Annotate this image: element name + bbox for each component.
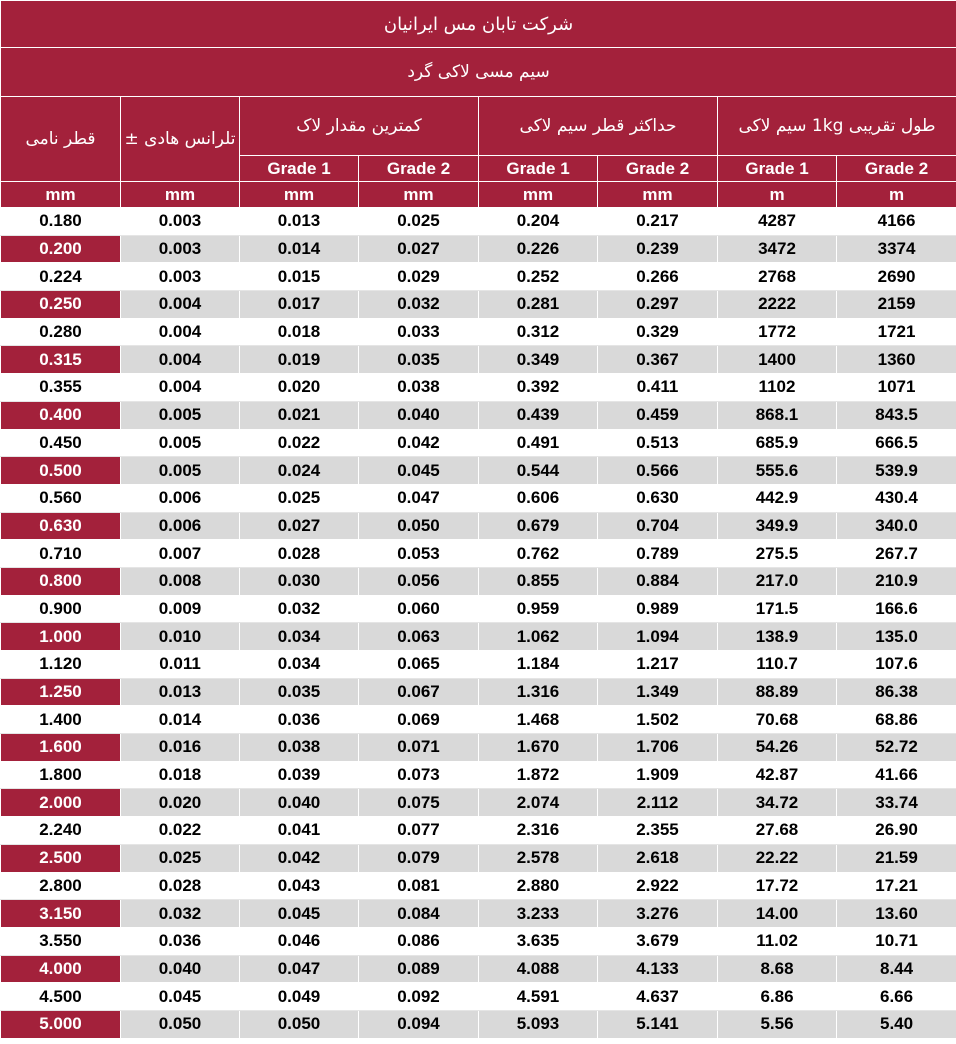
table-row [1,208,956,236]
nominal-diameter-cell: 0.500 [1,457,121,485]
table-cell: 86.38 [837,678,956,706]
table-cell: 0.004 [121,346,240,374]
table-cell: 0.016 [121,734,240,762]
table-cell: 0.036 [240,706,359,734]
table-cell: 3.679 [598,927,718,955]
table-row [1,623,956,651]
table-cell: 21.59 [837,844,956,872]
table-cell: 0.047 [240,955,359,983]
table-cell: 0.217 [598,208,718,236]
table-cell: 22.22 [718,844,837,872]
unit-cell: mm [240,182,359,208]
table-cell: 1.670 [479,734,598,762]
table-cell: 0.226 [479,235,598,263]
nominal-diameter-cell: 0.250 [1,291,121,319]
table-row [1,457,956,485]
nominal-diameter-cell: 0.280 [1,318,121,346]
table-cell: 0.033 [359,318,479,346]
table-row [1,346,956,374]
table-cell: 10.71 [837,927,956,955]
table-cell: 0.015 [240,263,359,291]
table-cell: 13.60 [837,900,956,928]
nominal-diameter-cell: 3.550 [1,927,121,955]
table-cell: 0.043 [240,872,359,900]
header-nominal-diameter: قطر نامی [1,97,121,182]
company-title: شرکت تابان مس ایرانیان [1,1,956,48]
table-cell: 0.005 [121,457,240,485]
table-cell: 0.606 [479,484,598,512]
table-cell: 2.316 [479,817,598,845]
unit-cell: mm [598,182,718,208]
table-cell: 27.68 [718,817,837,845]
table-cell: 0.063 [359,623,479,651]
nominal-diameter-cell: 1.000 [1,623,121,651]
table-cell: 0.025 [240,484,359,512]
table-cell: 0.084 [359,900,479,928]
table-cell: 0.252 [479,263,598,291]
table-cell: 210.9 [837,567,956,595]
table-cell: 0.094 [359,1010,479,1038]
table-cell: 0.040 [121,955,240,983]
table-cell: 0.038 [240,734,359,762]
table-cell: 135.0 [837,623,956,651]
table-cell: 5.093 [479,1010,598,1038]
table-cell: 2.880 [479,872,598,900]
table-row [1,706,956,734]
table-cell: 0.704 [598,512,718,540]
table-cell: 2.618 [598,844,718,872]
table-cell: 2690 [837,263,956,291]
table-cell: 1.502 [598,706,718,734]
table-row [1,235,956,263]
table-cell: 0.239 [598,235,718,263]
table-cell: 33.74 [837,789,956,817]
nominal-diameter-cell: 0.900 [1,595,121,623]
table-cell: 1.349 [598,678,718,706]
nominal-diameter-cell: 0.560 [1,484,121,512]
table-cell: 3.635 [479,927,598,955]
table-row [1,595,956,623]
table-cell: 0.089 [359,955,479,983]
table-cell: 0.079 [359,844,479,872]
table-cell: 0.367 [598,346,718,374]
nominal-diameter-cell: 1.120 [1,651,121,679]
table-cell: 0.053 [359,540,479,568]
table-cell: 0.019 [240,346,359,374]
table-cell: 0.069 [359,706,479,734]
table-row [1,540,956,568]
table-cell: 0.024 [240,457,359,485]
table-cell: 0.204 [479,208,598,236]
table-cell: 666.5 [837,429,956,457]
table-cell: 0.014 [121,706,240,734]
header-grade-2: Grade 2 [837,156,956,182]
table-cell: 0.049 [240,983,359,1011]
table-cell: 0.266 [598,263,718,291]
table-cell: 0.003 [121,235,240,263]
table-cell: 2.355 [598,817,718,845]
table-cell: 0.032 [240,595,359,623]
table-cell: 2.922 [598,872,718,900]
table-cell: 54.26 [718,734,837,762]
table-cell: 0.007 [121,540,240,568]
table-body [1,208,956,1039]
table-cell: 0.020 [240,374,359,402]
table-cell: 0.042 [240,844,359,872]
header-grade-2: Grade 2 [359,156,479,182]
table-cell: 1.062 [479,623,598,651]
nominal-diameter-cell: 0.200 [1,235,121,263]
table-cell: 0.544 [479,457,598,485]
table-cell: 0.005 [121,401,240,429]
table-row [1,844,956,872]
table-cell: 442.9 [718,484,837,512]
table-cell: 0.679 [479,512,598,540]
table-cell: 0.297 [598,291,718,319]
table-cell: 0.020 [121,789,240,817]
unit-cell: mm [1,182,121,208]
table-cell: 4.591 [479,983,598,1011]
table-cell: 11.02 [718,927,837,955]
nominal-diameter-cell: 0.800 [1,567,121,595]
table-cell: 0.411 [598,374,718,402]
table-cell: 34.72 [718,789,837,817]
header-grade-2: Grade 2 [598,156,718,182]
table-cell: 0.491 [479,429,598,457]
table-cell: 4.088 [479,955,598,983]
table-cell: 0.018 [121,761,240,789]
table-cell: 1.706 [598,734,718,762]
table-cell: 2.112 [598,789,718,817]
table-cell: 0.027 [359,235,479,263]
table-row [1,734,956,762]
table-cell: 2.578 [479,844,598,872]
table-row [1,651,956,679]
table-cell: 0.071 [359,734,479,762]
table-cell: 0.884 [598,567,718,595]
table-cell: 4.133 [598,955,718,983]
table-cell: 5.40 [837,1010,956,1038]
table-cell: 0.566 [598,457,718,485]
table-cell: 171.5 [718,595,837,623]
table-cell: 0.022 [121,817,240,845]
table-row [1,678,956,706]
table-row [1,789,956,817]
nominal-diameter-cell: 4.000 [1,955,121,983]
nominal-diameter-cell: 0.710 [1,540,121,568]
table-cell: 1.872 [479,761,598,789]
table-row [1,263,956,291]
table-cell: 0.009 [121,595,240,623]
table-cell: 26.90 [837,817,956,845]
table-cell: 0.630 [598,484,718,512]
table-cell: 17.21 [837,872,956,900]
table-cell: 0.030 [240,567,359,595]
unit-cell: mm [121,182,240,208]
unit-cell: mm [359,182,479,208]
table-cell: 1.184 [479,651,598,679]
table-cell: 166.6 [837,595,956,623]
table-row [1,761,956,789]
table-cell: 0.050 [359,512,479,540]
table-cell: 0.039 [240,761,359,789]
table-cell: 0.762 [479,540,598,568]
table-cell: 0.040 [240,789,359,817]
table-cell: 0.092 [359,983,479,1011]
unit-cell: m [837,182,956,208]
nominal-diameter-cell: 1.800 [1,761,121,789]
table-cell: 70.68 [718,706,837,734]
table-row [1,429,956,457]
nominal-diameter-cell: 0.450 [1,429,121,457]
table-cell: 0.312 [479,318,598,346]
table-cell: 539.9 [837,457,956,485]
table-cell: 0.028 [121,872,240,900]
table-cell: 0.021 [240,401,359,429]
table-cell: 0.003 [121,263,240,291]
nominal-diameter-cell: 0.400 [1,401,121,429]
table-cell: 0.349 [479,346,598,374]
table-cell: 0.046 [240,927,359,955]
table-cell: 0.075 [359,789,479,817]
table-cell: 0.459 [598,401,718,429]
nominal-diameter-cell: 0.355 [1,374,121,402]
nominal-diameter-cell: 0.630 [1,512,121,540]
table-cell: 3.276 [598,900,718,928]
table-cell: 1400 [718,346,837,374]
nominal-diameter-cell: 2.500 [1,844,121,872]
table-cell: 0.036 [121,927,240,955]
table-cell: 0.077 [359,817,479,845]
table-row [1,484,956,512]
table-row [1,817,956,845]
table-cell: 88.89 [718,678,837,706]
table-cell: 555.6 [718,457,837,485]
table-cell: 6.66 [837,983,956,1011]
table-cell: 0.789 [598,540,718,568]
table-cell: 0.041 [240,817,359,845]
header-grade-1: Grade 1 [718,156,837,182]
table-cell: 0.032 [359,291,479,319]
nominal-diameter-cell: 2.000 [1,789,121,817]
table-cell: 1.217 [598,651,718,679]
table-row [1,291,956,319]
nominal-diameter-cell: 0.224 [1,263,121,291]
table-row [1,983,956,1011]
table-cell: 14.00 [718,900,837,928]
table-cell: 0.017 [240,291,359,319]
table-cell: 0.035 [359,346,479,374]
table-cell: 4.637 [598,983,718,1011]
table-cell: 0.013 [121,678,240,706]
table-cell: 0.056 [359,567,479,595]
table-cell: 2159 [837,291,956,319]
table-cell: 430.4 [837,484,956,512]
table-cell: 0.038 [359,374,479,402]
header-max-diameter: حداکثر قطر سیم لاکی [479,97,718,156]
table-cell: 0.439 [479,401,598,429]
table-cell: 868.1 [718,401,837,429]
nominal-diameter-cell: 4.500 [1,983,121,1011]
table-cell: 0.025 [121,844,240,872]
table-cell: 0.513 [598,429,718,457]
table-cell: 68.86 [837,706,956,734]
table-cell: 0.011 [121,651,240,679]
table-cell: 2.074 [479,789,598,817]
table-cell: 0.004 [121,318,240,346]
table-cell: 1.316 [479,678,598,706]
table-cell: 8.68 [718,955,837,983]
table-cell: 110.7 [718,651,837,679]
table-cell: 0.067 [359,678,479,706]
nominal-diameter-cell: 5.000 [1,1010,121,1038]
table-row [1,872,956,900]
table-cell: 3.233 [479,900,598,928]
table-cell: 0.010 [121,623,240,651]
table-cell: 275.5 [718,540,837,568]
table-cell: 1.094 [598,623,718,651]
table-row [1,927,956,955]
table-cell: 0.006 [121,512,240,540]
table-cell: 0.040 [359,401,479,429]
table-cell: 0.392 [479,374,598,402]
table-cell: 1.468 [479,706,598,734]
header-grade-1: Grade 1 [479,156,598,182]
table-cell: 0.042 [359,429,479,457]
table-cell: 52.72 [837,734,956,762]
table-row [1,900,956,928]
table-cell: 0.005 [121,429,240,457]
table-cell: 0.004 [121,291,240,319]
table-cell: 0.022 [240,429,359,457]
table-cell: 0.045 [359,457,479,485]
nominal-diameter-cell: 1.250 [1,678,121,706]
table-cell: 0.034 [240,651,359,679]
table-cell: 6.86 [718,983,837,1011]
table-cell: 0.006 [121,484,240,512]
unit-cell: mm [479,182,598,208]
table-cell: 1071 [837,374,956,402]
nominal-diameter-cell: 2.240 [1,817,121,845]
nominal-diameter-cell: 0.180 [1,208,121,236]
table-cell: 3374 [837,235,956,263]
table-cell: 1360 [837,346,956,374]
table-cell: 42.87 [718,761,837,789]
table-cell: 1772 [718,318,837,346]
table-cell: 0.959 [479,595,598,623]
table-cell: 0.329 [598,318,718,346]
table-cell: 2222 [718,291,837,319]
table-cell: 0.065 [359,651,479,679]
table-cell: 0.025 [359,208,479,236]
table-cell: 0.086 [359,927,479,955]
table-row [1,567,956,595]
table-cell: 685.9 [718,429,837,457]
table-cell: 8.44 [837,955,956,983]
table-cell: 0.029 [359,263,479,291]
nominal-diameter-cell: 1.400 [1,706,121,734]
nominal-diameter-cell: 3.150 [1,900,121,928]
table-cell: 1.909 [598,761,718,789]
table-row [1,1010,956,1038]
table-cell: 107.6 [837,651,956,679]
table-cell: 0.989 [598,595,718,623]
table-cell: 0.060 [359,595,479,623]
table-cell: 0.081 [359,872,479,900]
table-cell: 0.003 [121,208,240,236]
table-cell: 0.045 [240,900,359,928]
table-cell: 0.050 [240,1010,359,1038]
table-cell: 5.141 [598,1010,718,1038]
table-row [1,318,956,346]
table-cell: 267.7 [837,540,956,568]
nominal-diameter-cell: 1.600 [1,734,121,762]
table-cell: 2768 [718,263,837,291]
table-cell: 3472 [718,235,837,263]
table-cell: 1721 [837,318,956,346]
table-cell: 0.035 [240,678,359,706]
table-cell: 217.0 [718,567,837,595]
table-cell: 0.027 [240,512,359,540]
table-cell: 1102 [718,374,837,402]
table-cell: 41.66 [837,761,956,789]
table-cell: 340.0 [837,512,956,540]
table-cell: 0.855 [479,567,598,595]
header-min-lacquer: کمترین مقدار لاک [240,97,479,156]
table-cell: 4166 [837,208,956,236]
table-row [1,374,956,402]
table-cell: 4287 [718,208,837,236]
header-conductor-tolerance: تلرانس هادی ± [121,97,240,182]
table-cell: 0.050 [121,1010,240,1038]
table-cell: 349.9 [718,512,837,540]
table-row [1,401,956,429]
nominal-diameter-cell: 0.315 [1,346,121,374]
header-approx-length: طول تقریبی 1kg سیم لاکی [718,97,956,156]
table-row [1,512,956,540]
unit-cell: m [718,182,837,208]
table-cell: 138.9 [718,623,837,651]
table-cell: 0.045 [121,983,240,1011]
table-cell: 0.281 [479,291,598,319]
table-cell: 0.008 [121,567,240,595]
product-subtitle: سیم مسی لاکی گرد [1,48,956,97]
table-cell: 0.028 [240,540,359,568]
table-cell: 0.034 [240,623,359,651]
table-cell: 843.5 [837,401,956,429]
table-cell: 0.073 [359,761,479,789]
table-cell: 0.014 [240,235,359,263]
table-cell: 0.013 [240,208,359,236]
table-row [1,955,956,983]
header-grade-1: Grade 1 [240,156,359,182]
table-cell: 0.047 [359,484,479,512]
table-cell: 0.018 [240,318,359,346]
table-cell: 0.004 [121,374,240,402]
table-cell: 5.56 [718,1010,837,1038]
nominal-diameter-cell: 2.800 [1,872,121,900]
table-cell: 17.72 [718,872,837,900]
table-cell: 0.032 [121,900,240,928]
